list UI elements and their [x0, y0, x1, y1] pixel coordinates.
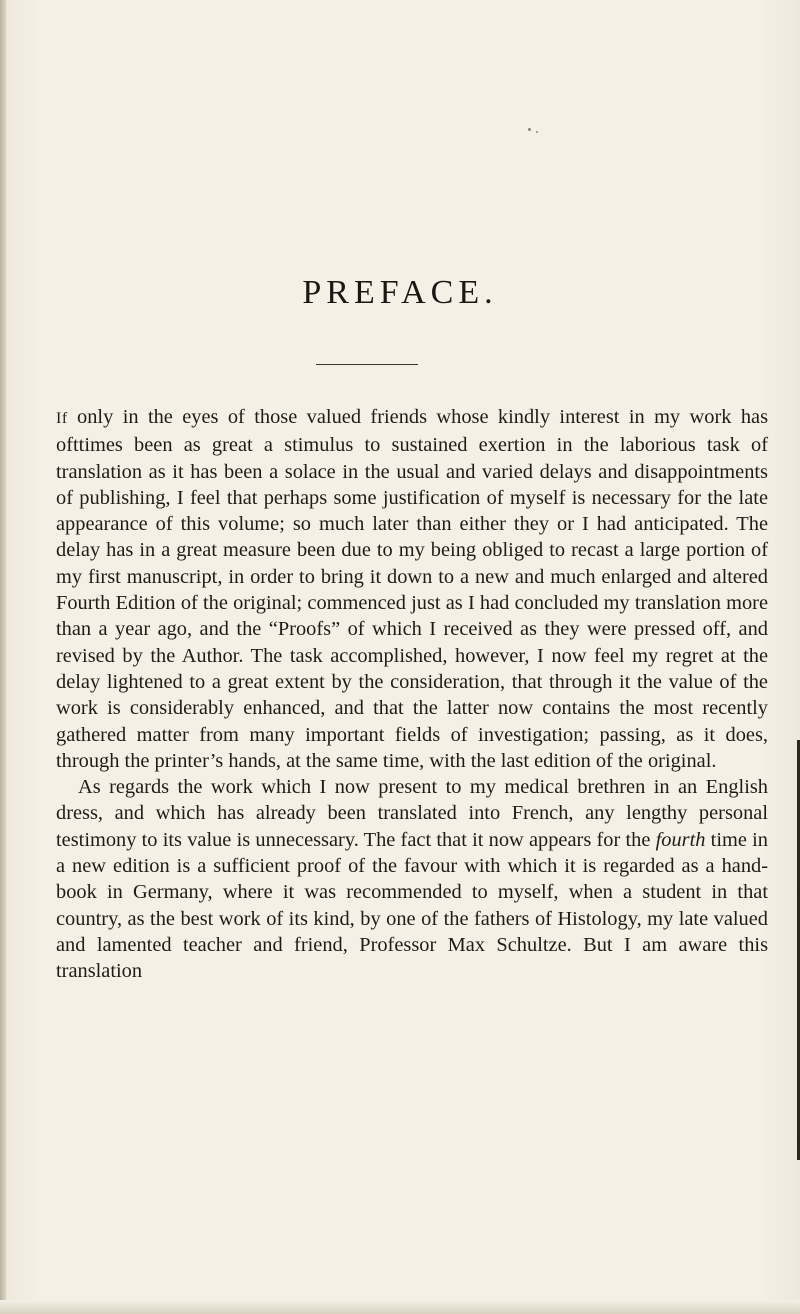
page-left-edge: [0, 0, 6, 1314]
opening-word: If: [56, 410, 68, 427]
title-rule: [316, 364, 418, 365]
paragraph-2-text-before: As regards the work which I now present to my medical brethren in an English dress, and which has already been translated into French, any lengthy personal testimony to its value is unnecessary. The fact that it now appears for the: [56, 776, 768, 851]
paragraph-2: [56, 774, 768, 984]
paper-speck: [536, 131, 538, 133]
paper-speck: [528, 128, 531, 131]
page-title: PREFACE.: [302, 274, 498, 311]
preface-body: [56, 404, 768, 985]
paragraph-2-text-after: time in a new edition is a sufficient proof of the favour with which it is regarded as a hand-book in Germany, where it was recommended to myself, when a student in that country, as the best work of its kind, by one of the fathers of Histology, my late valued and lamented teacher and friend, Professor Max Schultze. But I am aware this translation: [56, 828, 768, 983]
paragraph-1: [56, 404, 768, 774]
emphasis-fourth: fourth: [655, 828, 706, 851]
paragraph-1-text: only in the eyes of those valued friends whose kindly interest in my work has ofttimes been as great a stimulus to sustained exertion in the laborious task of translation as it has been a solace in the usual and varied delays and disappointments of publishing, I feel that perhaps some justification of myself is necessary for the late appearance of this volume; so much later than either they or I had anticipated. The delay has in a great measure been due to my being obliged to recast a large portion of my first manuscript, in order to bring it down to a new and much enlarged and altered Fourth Edition of the original; commenced just as I had concluded my translation more than a year ago, and the “Proofs” of which I received as they were pressed off, and revised by the Author. The task accomplished, however, I now feel my regret at the delay lightened to a great extent by the consideration, that through it the value of the work is considerably enhanced, and that the latter now contains the most recently gathered matter from many important fields of investigation; passing, as it does, through the printer’s hands, at the same time, with the last edition of the original.: [56, 406, 768, 772]
page-bottom-edge: [0, 1300, 800, 1314]
